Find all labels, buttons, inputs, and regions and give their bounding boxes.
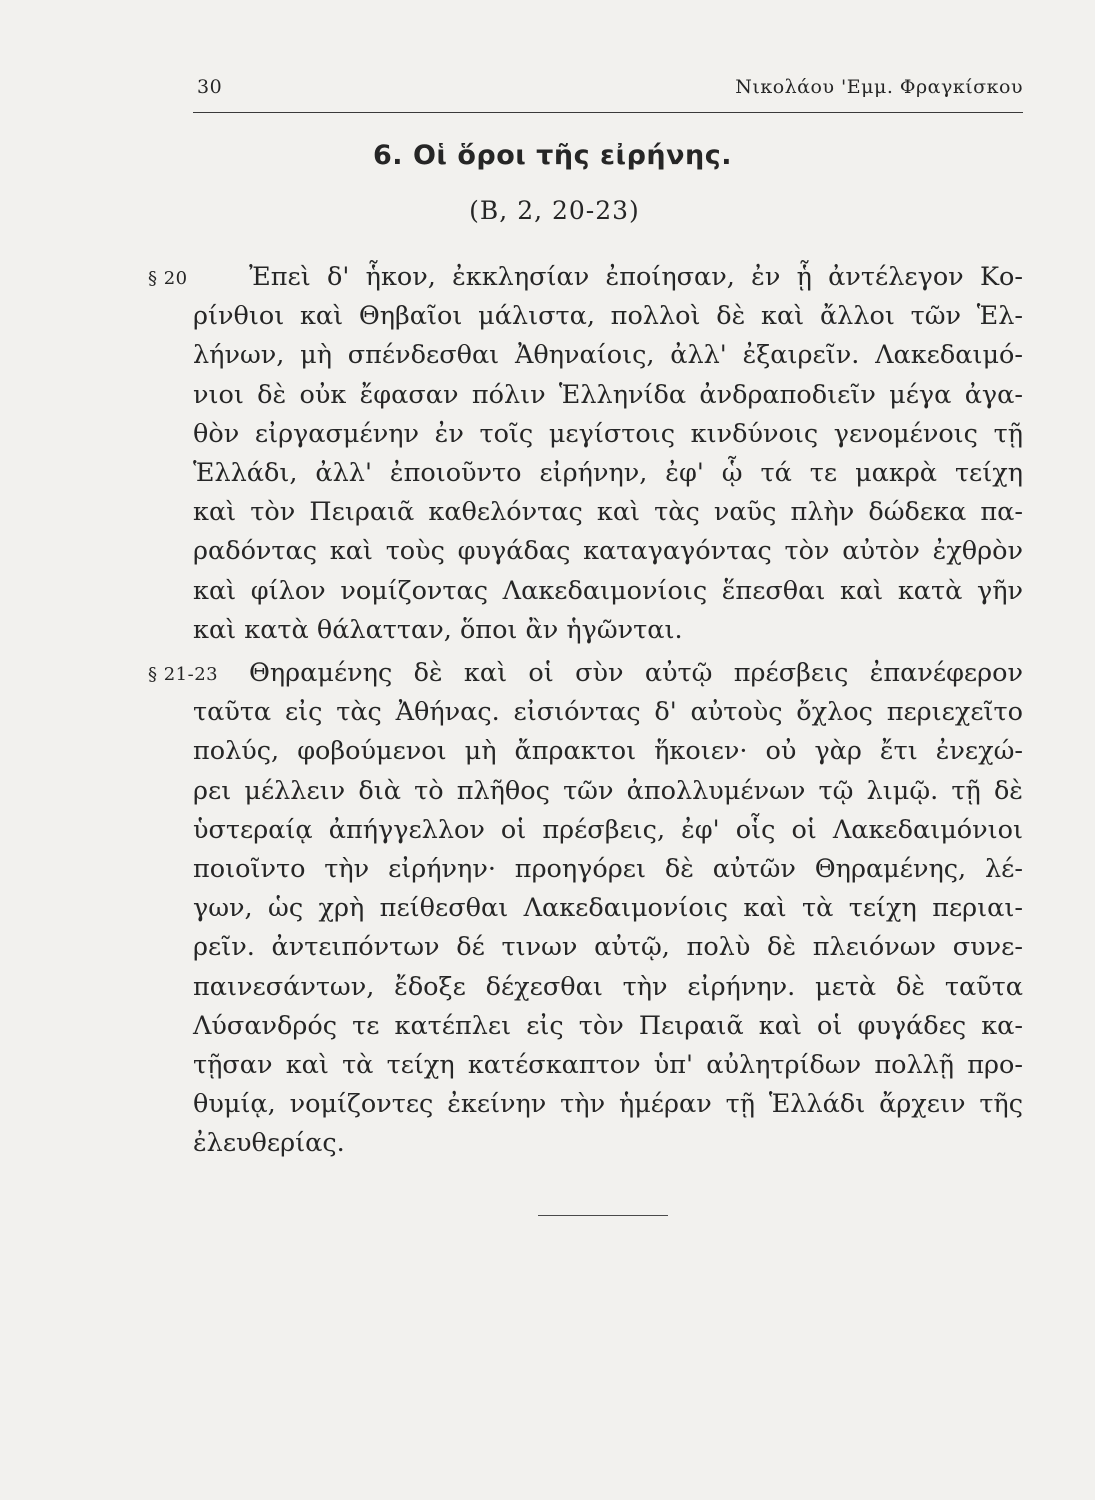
- text-line: ρεῖν. ἀντειπόντων δέ τινων αὐτῷ, πολὺ δὲ πλειόνων συνε-: [193, 932, 1023, 963]
- text-line: τῇσαν καὶ τὰ τείχη κατέσκαπτον ὑπ' αὐλητρίδων πολλῇ προ-: [193, 1049, 1023, 1080]
- text-line: Ἐπεὶ δ' ἧκον, ἐκκλησίαν ἐποίησαν, ἐν ᾗ ἀντέλεγον Κο-: [249, 262, 1023, 292]
- text-line: ταῦτα εἰς τὰς Ἀθήνας. εἰσιόντας δ' αὐτοὺς ὄχλος περιεχεῖτο: [193, 697, 1023, 728]
- text-line: ρει μέλλειν διὰ τὸ πλῆθος τῶν ἀπολλυμένων τῷ λιμῷ. τῇ δὲ: [193, 775, 1023, 806]
- header-rule: [193, 112, 1023, 113]
- text-line: γων, ὡς χρὴ πείθεσθαι Λακεδαιμονίοις καὶ τὰ τείχη περιαι-: [193, 893, 1023, 924]
- section-title-text: 6. Οἱ ὅροι τῆς εἰρήνης.: [373, 140, 732, 171]
- margin-reference-2: § 21-23: [148, 664, 219, 685]
- text-line: παινεσάντων, ἔδοξε δέχεσθαι τὴν εἰρήνην. μετὰ δὲ ταῦτα: [193, 971, 1023, 1002]
- text-line: λήνων, μὴ σπένδεσθαι Ἀθηναίοις, ἀλλ' ἐξαιρεῖν. Λακεδαιμό-: [193, 340, 1023, 371]
- page-number: 30: [197, 76, 223, 98]
- paragraph-1: [193, 258, 1023, 650]
- text-line: ραδόντας καὶ τοὺς φυγάδας καταγαγόντας τὸν αὐτὸν ἐχθρὸν: [193, 536, 1023, 567]
- text-line: καὶ φίλον νομίζοντας Λακεδαιμονίοις ἕπεσθαι καὶ κατὰ γῆν: [193, 575, 1023, 606]
- text-line: νιοι δὲ οὐκ ἔφασαν πόλιν Ἑλληνίδα ἀνδραποδιεῖν μέγα ἀγα-: [193, 379, 1023, 410]
- text-line: θὸν εἰργασμένην ἐν τοῖς μεγίστοις κινδύνοις γενομένοις τῇ: [193, 418, 1023, 449]
- text-line: Θηραμένης δὲ καὶ οἱ σὺν αὐτῷ πρέσβεις ἐπανέφερον: [249, 658, 1023, 688]
- text-line: ποιοῖντο τὴν εἰρήνην· προηγόρει δὲ αὐτῶν Θηραμένης, λέ-: [193, 853, 1023, 884]
- text-line: θυμίᾳ, νομίζοντες ἐκείνην τὴν ἡμέραν τῇ Ἑλλάδι ἄρχειν τῆς: [193, 1089, 1023, 1120]
- section-title: [0, 140, 1095, 171]
- end-rule: [538, 1215, 668, 1216]
- text-line: καὶ τὸν Πειραιᾶ καθελόντας καὶ τὰς ναῦς πλὴν δώδεκα πα-: [193, 497, 1023, 528]
- text-line: Λύσανδρός τε κατέπλει εἰς τὸν Πειραιᾶ καὶ οἱ φυγάδες κα-: [193, 1010, 1023, 1041]
- text-line: Ἑλλάδι, ἀλλ' ἐποιοῦντο εἰρήνην, ἐφ' ᾧ τά τε μακρὰ τείχη: [193, 457, 1023, 488]
- paragraph-2: [193, 654, 1023, 1163]
- source-reference-text: (Β, 2, 20-23): [469, 196, 640, 225]
- text-line: ἐλευθερίας.: [193, 1128, 345, 1159]
- text-line: ρίνθιοι καὶ Θηβαῖοι μάλιστα, πολλοὶ δὲ καὶ ἄλλοι τῶν Ἑλ-: [193, 301, 1023, 332]
- margin-reference-1: § 20: [148, 268, 188, 289]
- text-line: ὑστεραίᾳ ἀπήγγελλον οἱ πρέσβεις, ἐφ' οἷς οἱ Λακεδαιμόνιοι: [193, 814, 1023, 845]
- text-line: καὶ κατὰ θάλατταν, ὅποι ἂν ἡγῶνται.: [193, 614, 683, 645]
- text-line: πολύς, φοβούμενοι μὴ ἄπρακτοι ἥκοιεν· οὐ γὰρ ἔτι ἐνεχώ-: [193, 736, 1023, 767]
- source-reference: [0, 196, 1095, 225]
- running-head: Νικολάου 'Εμμ. Φραγκίσκου: [735, 76, 1023, 98]
